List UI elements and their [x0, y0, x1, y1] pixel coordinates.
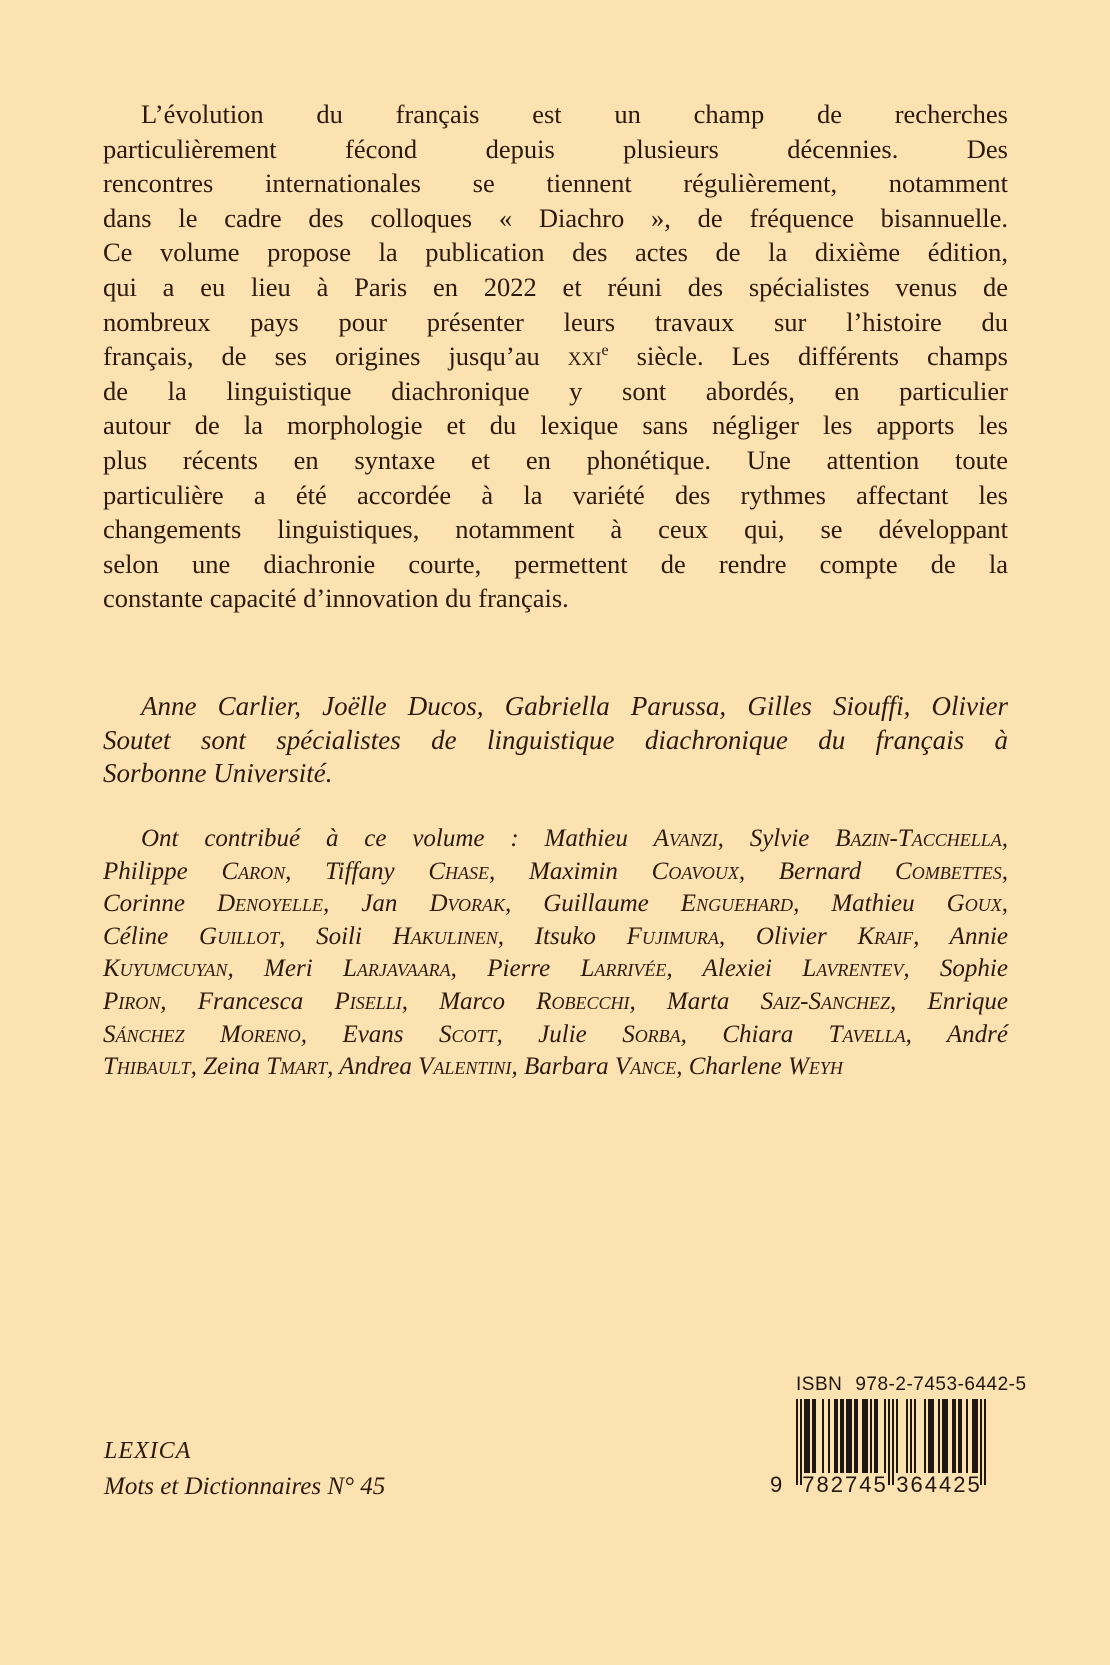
isbn-label — [796, 1374, 1027, 1396]
isbn-prefix-text: ISBN — [796, 1374, 843, 1395]
authors-bio-paragraph: Anne Carlier, Joëlle Ducos, Gabriella Parussa, Gilles Siouffi, Olivier Soutet sont spécialistes de linguistique diachronique du français à Sorbonne Université. — [103, 691, 1008, 788]
isbn-barcode-block — [770, 1374, 1027, 1500]
collection-name: LEXICA — [104, 1438, 192, 1464]
contributors-paragraph: Ont contribué à ce volume : Mathieu Avanzi, Sylvie Bazin-Tacchella, Philippe Caron, Tiffany Chase, Maximin Coavoux, Bernard Combettes, Corinne Denoyelle, Jan Dvorak, Guillaume Enguehard, Mathieu Goux, Céline Guillot, Soili Hakulinen, Itsuko Fujimura, Olivier Kraif, Annie Kuyumcuyan, Meri Larjavaara, Pierre Larrivée, Alexiei Lavrentev, Sophie Piron, Francesca Piselli, Marco Robecchi, Marta Saiz-Sanchez, Enrique Sánchez Moreno, Evans Scott, Julie Sorba, Chiara Tavella, André Thibault, Zeina Tmart, Andrea Valentini, Barbara Vance, Charlene Weyh — [103, 825, 1008, 1081]
imprint-block — [104, 1438, 385, 1501]
series-name: Mots et Dictionnaires N° 45 — [104, 1473, 386, 1500]
isbn-number-text: 978-2-7453-6442-5 — [855, 1374, 1027, 1395]
barcode-digit-lead: 9 — [770, 1472, 783, 1497]
blurb-paragraph: L’évolution du français est un champ de recherches particulièrement fécond depuis plusieurs décennies. Des rencontres internationales se tiennent régulièrement, notamment dans le cadre des colloques « Diachro », de fréquence bisannuelle. Ce volume propose la publication des actes de la dixième édition, qui a eu lieu à Paris en 2022 et réuni des spécialistes venus de nombreux pays pour présenter leurs travaux sur l’histoire du français, de ses origines jusqu’au xxi$^e$ siècle. Les différents champs de la linguistique diachronique y sont abordés, en particulier autour de la morphologie et du lexique sans négliger les apports les plus récents en syntaxe et en phonétique. Une attention toute particulière a été accordée à la variété des rythmes affectant les changements linguistiques, notamment à ceux qui, se développant selon une diachronie courte, permettent de rendre compte de la constante capacité d’innovation du français. — [103, 99, 1008, 614]
barcode-digits-right: 364425 — [896, 1472, 982, 1497]
barcode-digits-left: 782745 — [802, 1472, 888, 1497]
